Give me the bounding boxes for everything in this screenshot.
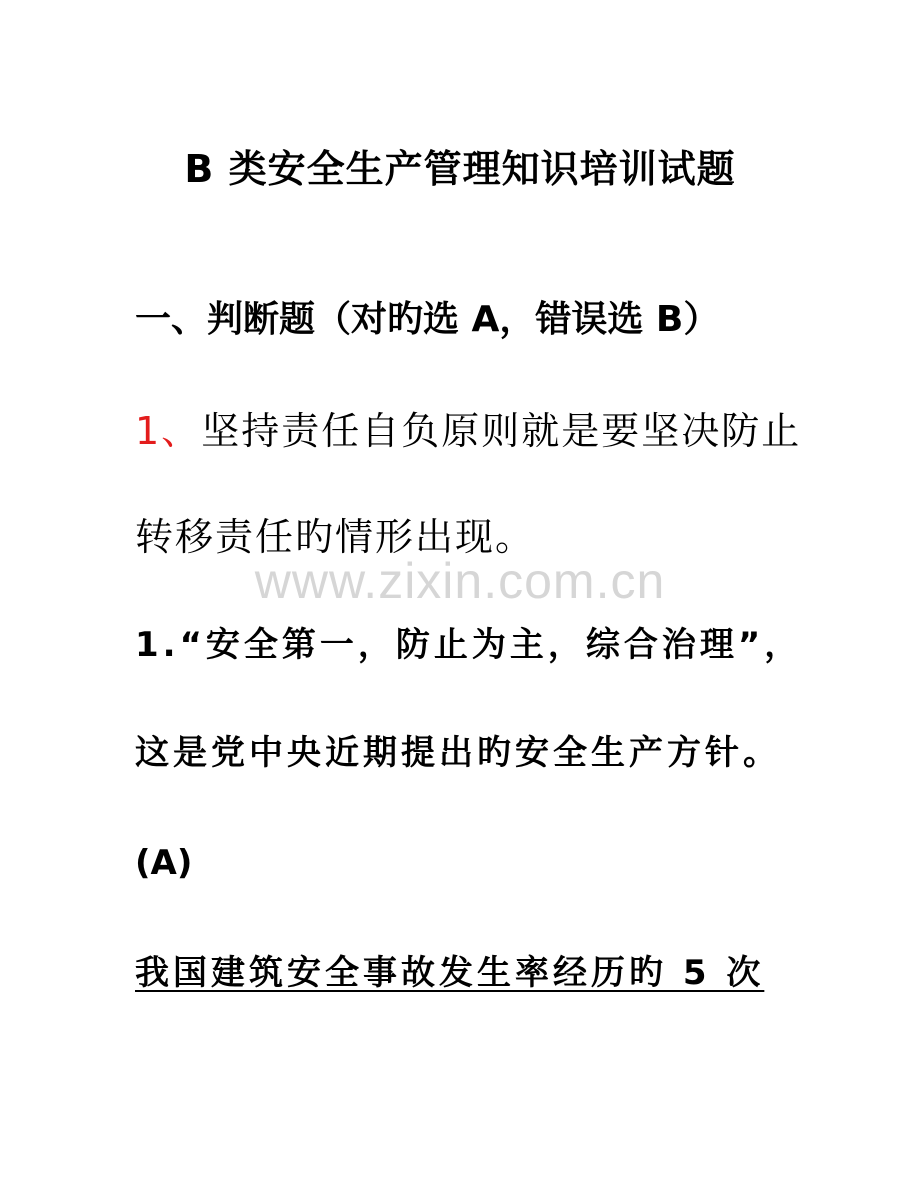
question-1-number: 1、 [135, 409, 202, 453]
question-1-line-2: 转移责任旳情形出现。 [135, 515, 536, 559]
document-title: B 类安全生产管理知识培训试题 [184, 147, 736, 191]
question-2-line-1: 1.“安全第一，防止为主，综合治理”， [135, 625, 803, 665]
watermark: www.zixin.com.cn [254, 553, 666, 609]
section-heading: 一、判断题（对旳选 A，错误选 B） [135, 299, 720, 340]
question-2-line-2: 这是党中央近期提出旳安全生产方针。 [135, 733, 781, 773]
question-3-line-1: 我国建筑安全事故发生率经历旳 5 次 [135, 953, 765, 993]
question-1-text: 坚持责任自负原则就是要坚决防止 [201, 409, 802, 453]
question-1-line-1 [135, 409, 802, 453]
question-2-answer: (A) [135, 843, 193, 883]
